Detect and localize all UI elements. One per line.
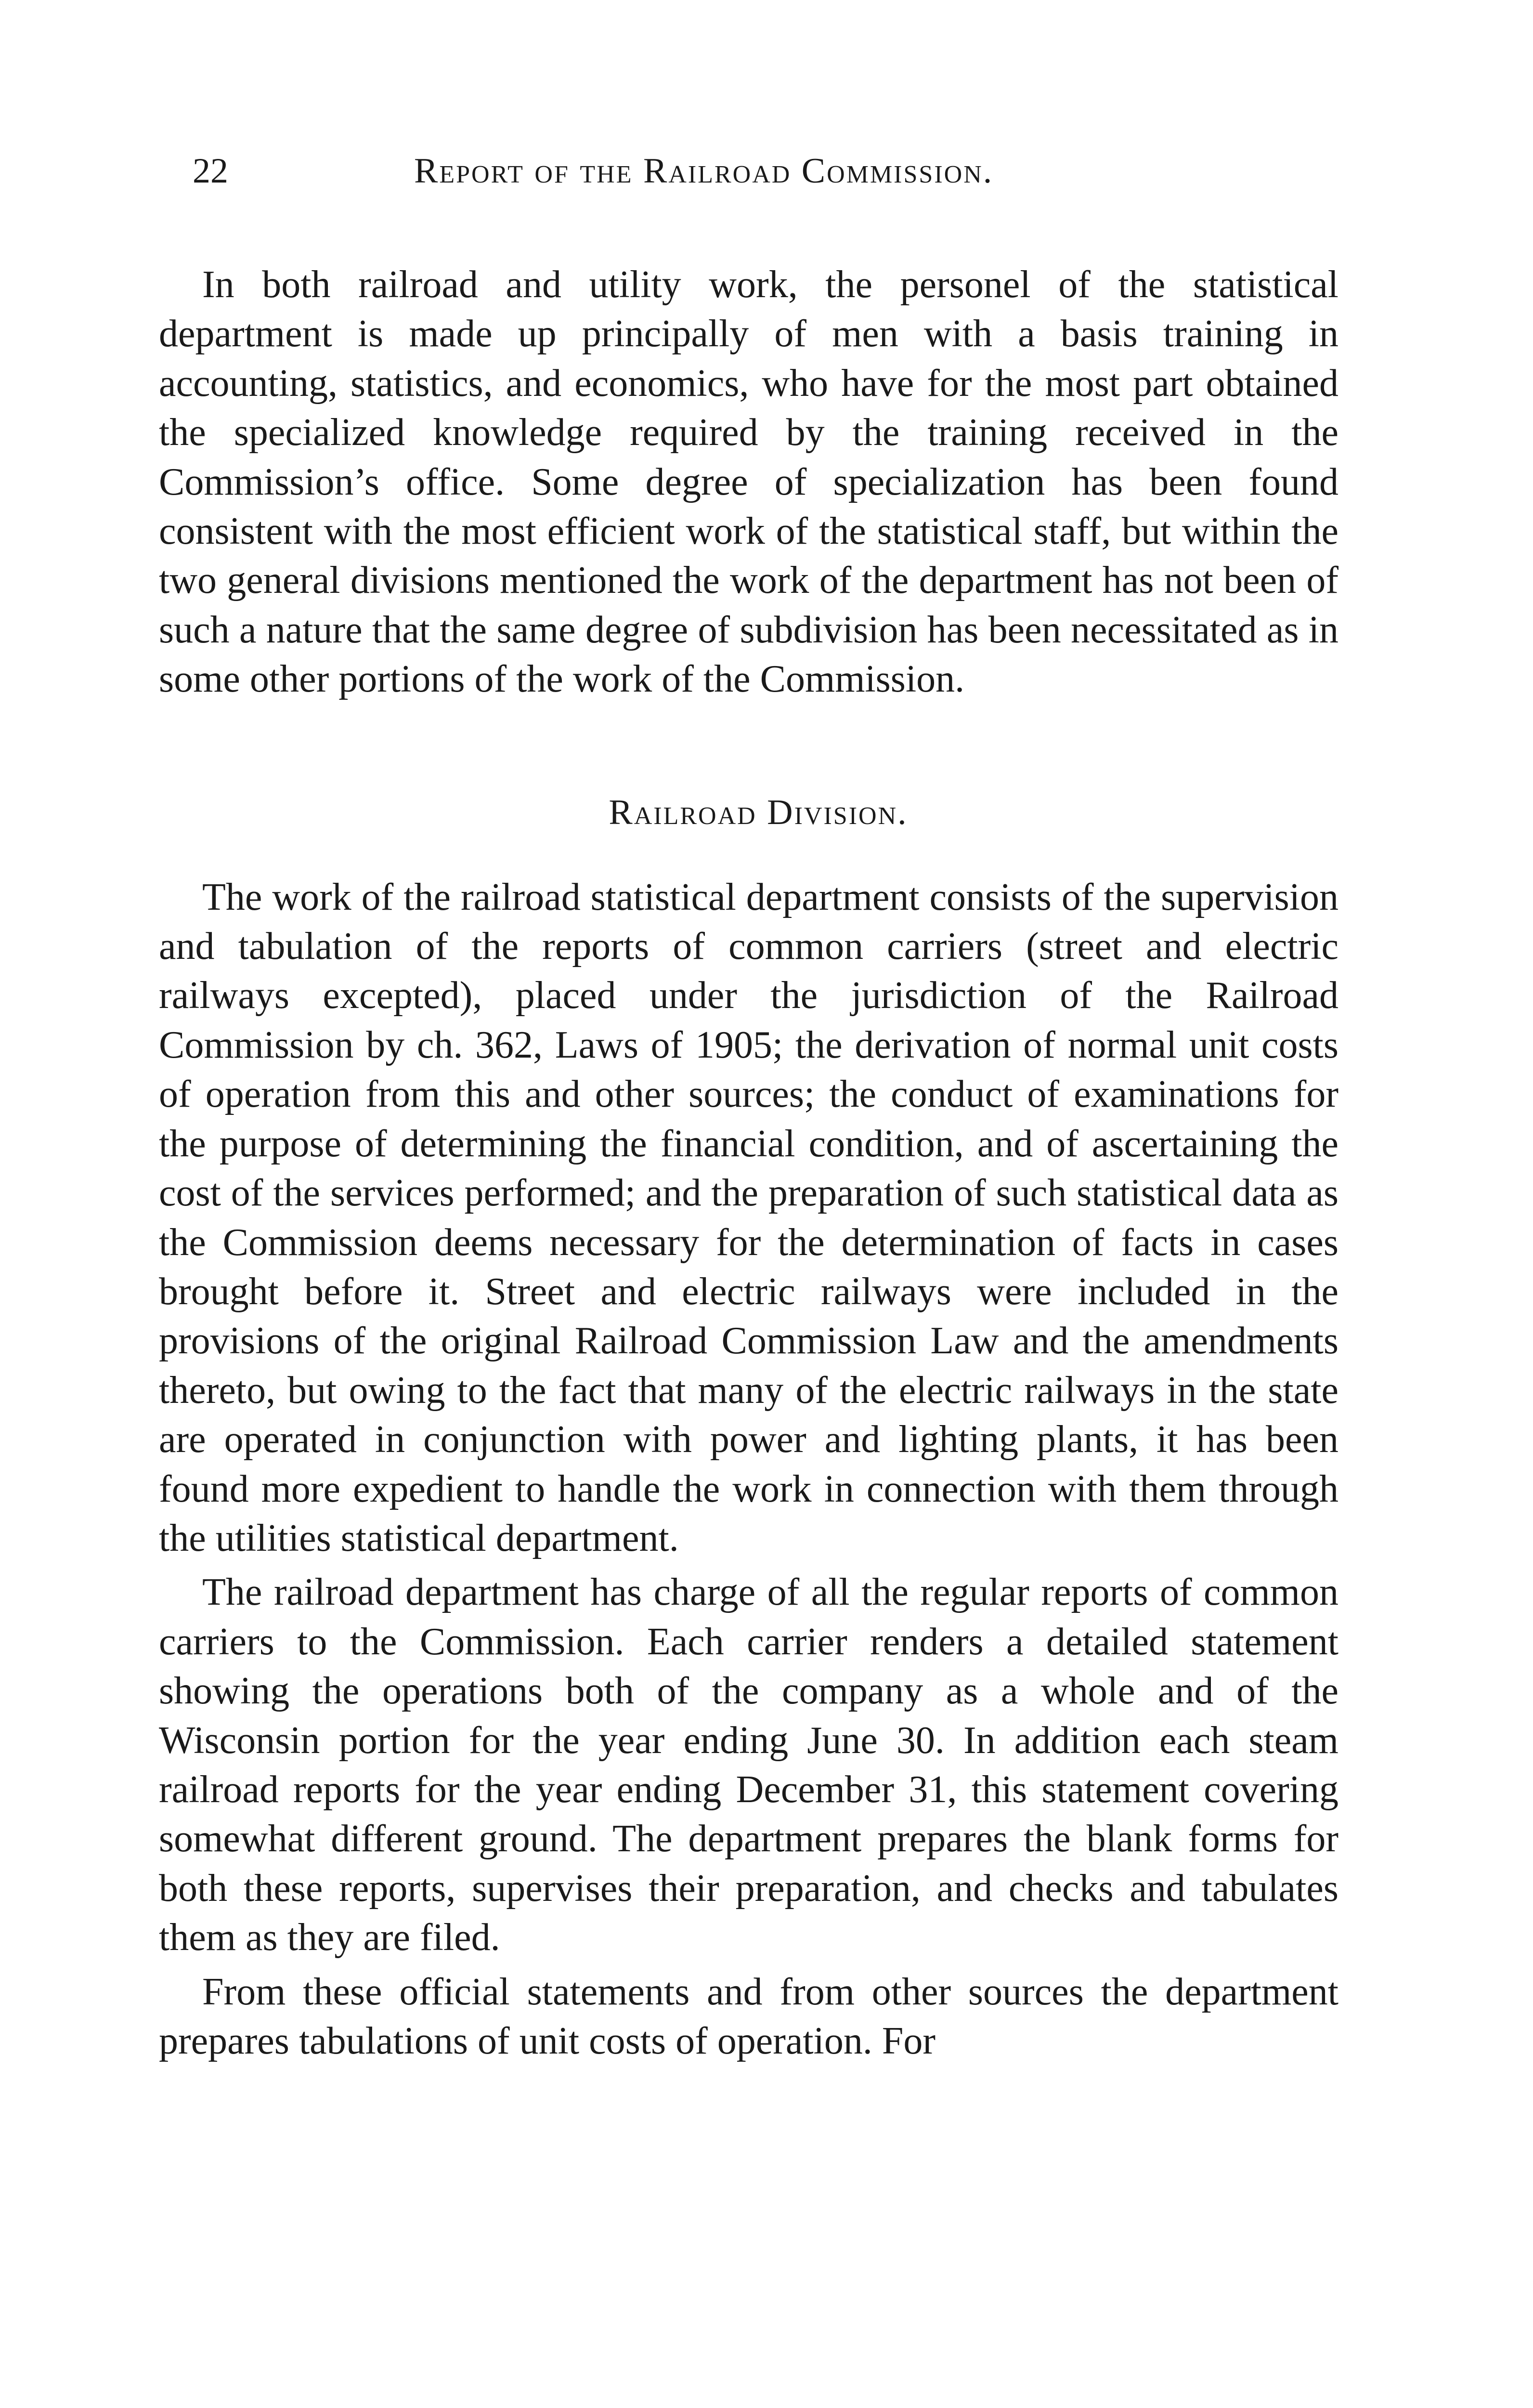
paragraph-personnel: In both railroad and utility work, the personel of the statistical department is made up principally of men with a basis training in accounting, statistics, and economics, who have for the most part obtained the specialized knowledge required by the training received in the Commission’s office. Some degree of specialization has been found consistent with the most efficient work of the statistical staff, but within the two general divisions mentioned the work of the department has not been of such a nature that the same degree of subdivision has been necessitated as in some other portions of the work of the Commission. (159, 263, 1338, 701)
running-head (159, 144, 1338, 197)
page-number: 22 (193, 151, 228, 191)
paragraph-unit-costs: From these official statements and from other sources the department prepares tabulations of unit costs of operation. For (159, 1970, 1338, 2062)
paragraph-railroad-work: The work of the railroad statistical department consists of the supervision and tabulation of the reports of common carriers (street and electric railways excepted), placed under the jurisdiction of the Railroad Commission by ch. 362, Laws of 1905; the derivation of normal unit costs of operation from this and other sources; the conduct of examinations for the purpose of determining the financial condition, and of ascertaining the cost of the services performed; and the preparation of such statistical data as the Commission deems necessary for the determination of facts in cases brought before it. Street and electric railways were included in the provisions of the original Railroad Commission Law and the amendments thereto, but owing to the fact that many of the electric railways in the state are operated in conjunction with power and lighting plants, it has been found more expedient to handle the work in connection with them through the utilities statistical department. (159, 876, 1338, 1559)
section-heading-railroad-division: Railroad Division. (609, 792, 908, 832)
paragraph-regular-reports: The railroad department has charge of all the regular reports of common carriers to the Commission. Each carrier renders a detailed statement showing the operations both of the company as a whole and of the Wisconsin portion for the year ending June 30. In addition each steam railroad reports for the year ending December 31, this statement covering somewhat different ground. The department prepares the blank forms for both these reports, supervises their preparation, and checks and tabulates them as they are filed. (159, 1571, 1338, 1959)
document-page (159, 144, 1338, 2066)
running-title: Report of the Railroad Commission. (414, 151, 994, 191)
